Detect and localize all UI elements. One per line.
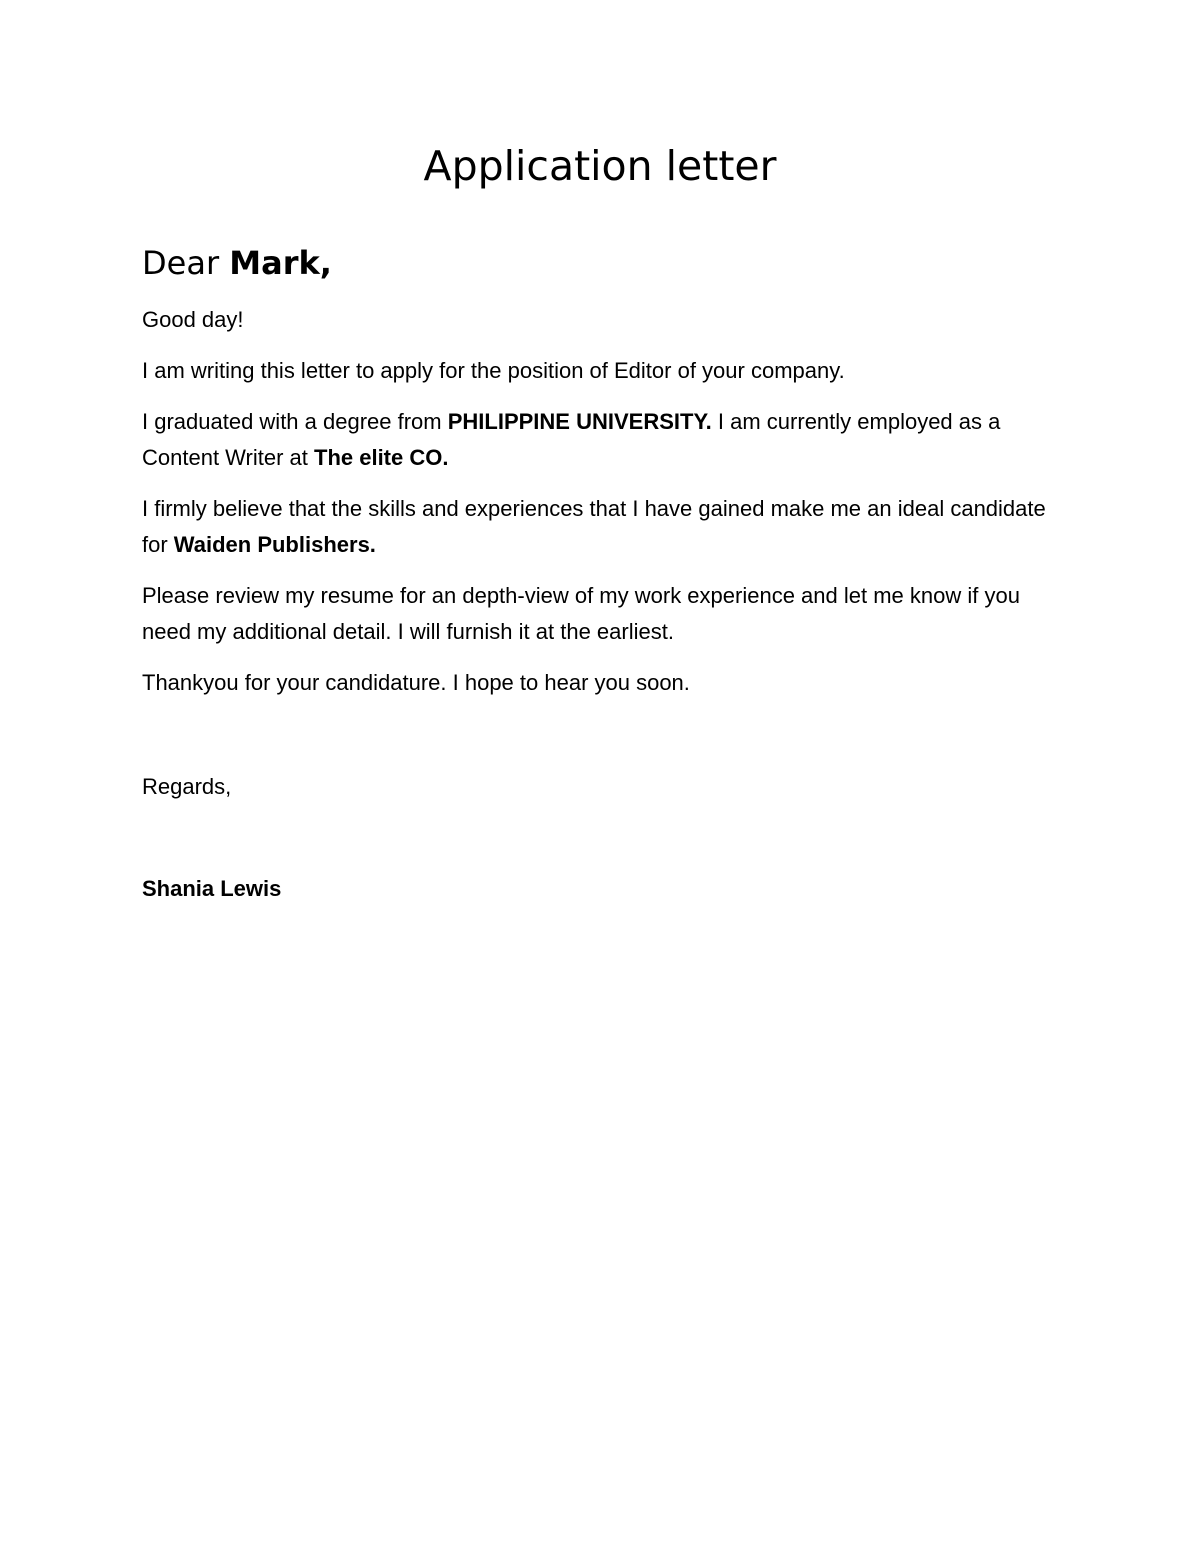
paragraph-background [142, 404, 1062, 476]
background-text-b: I am currently employed as a Content Writer at [142, 409, 1001, 470]
closing: Regards, [142, 774, 232, 799]
background-text-a: I graduated with a degree from [142, 409, 448, 434]
paragraph-resume: Please review my resume for an depth-view of my work experience and let me know if you need my additional detail. I will furnish it at the earliest. [142, 583, 1020, 644]
paragraph-thanks: Thankyou for your candidature. I hope to hear you soon. [142, 670, 690, 695]
letter-title: Application letter [423, 142, 777, 190]
greeting: Good day! [142, 307, 244, 332]
belief-text: I firmly believe that the skills and experiences that I have gained make me an ideal candidate for [142, 496, 1046, 557]
salutation [142, 242, 1062, 284]
university-name: PHILIPPINE UNIVERSITY. [447, 409, 712, 434]
signature: Shania Lewis [142, 876, 282, 901]
publisher-name: Waiden Publishers. [173, 532, 376, 557]
salutation-prefix: Dear [142, 244, 230, 282]
paragraph-intent: I am writing this letter to apply for the position of Editor of your company. [142, 358, 845, 383]
paragraph-belief [142, 491, 1062, 563]
current-company: The elite CO. [314, 445, 449, 470]
recipient-name: Mark, [229, 244, 332, 282]
letter-body [142, 242, 1062, 907]
